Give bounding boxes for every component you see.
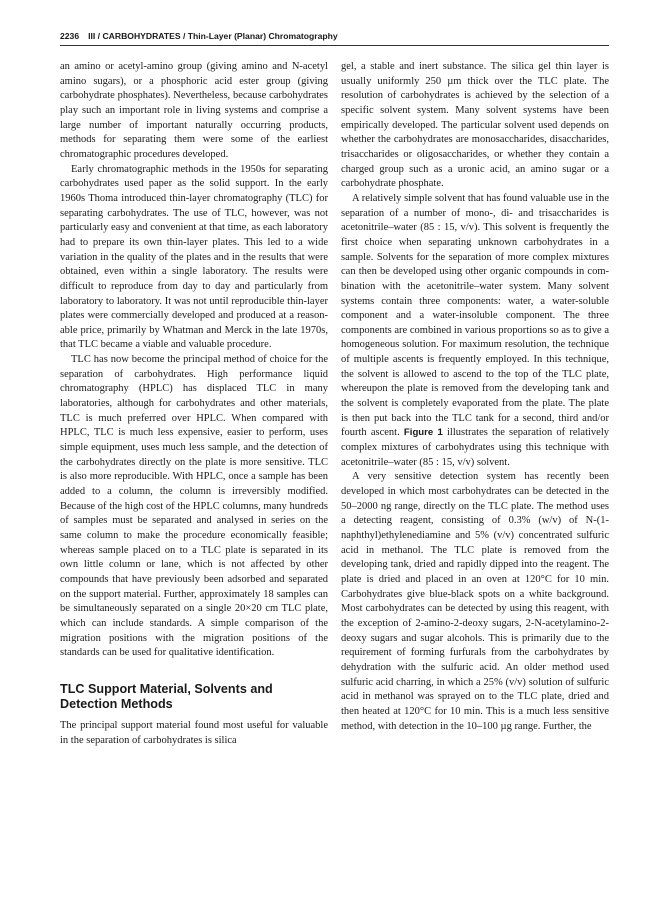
paragraph-text: illustrates the separation of relatively complex mixtures of carbohydrates using this technique with acetonitrile–water (85 : 15, v/v) solvent. — [341, 427, 609, 468]
paragraph-text: A relatively simple solvent that has found valuable use in the separation of a number of mono-, di- and trisaccharides is acetonitrile–water (85 : 15, v/v). This solvent is frequently the first choice when separating unknown carbohydrates in a sample. Solvents for the separation of more complex mixtures can then be developed using other organic compounds in combination with the acetonitrile–water system. Many solvent systems contain three components: water, a water-soluble component and a water-insoluble component. The three components are combined in various proportions so as to give a homogeneous solution. For maximum resolution, the technique of multiple ascents is frequently employed. In this technique, the solvent is allowed to ascend to the top of the TLC plate, whereupon the plate is removed from the developing tank and the solvent is completely evaporated from the plate. The plate is then put back into the TLC tank for a second, third and/or fourth ascent. — [341, 192, 609, 439]
paragraph: TLC has now become the principal method of choice for the separation of carbohydrates. High performance liquid chromatography (HPLC) has displaced TLC in many laboratories, although for carbohydrates and other materials, TLC is much preferred over HPLC. When compared with HPLC, TLC is much less expensive, easier to perform, uses simple equipment, uses much less sample, and the detection of the carbohydrates directly on the plate is more sensitive. TLC is also more reproducible. With HPLC, once a sample has been added to a column, the column is irreversibly modified. Because of the high cost of the HPLC columns, many hundreds of samples must be separated and analysed in series on the same column to make the procedure economically feasible; whereas sample placed on to a TLC plate is separated in its own little column or lane, which is not affected by other compounds that have previously been adsorbed and separated on the support material. Further, approximately 18 samples can be simultaneously separated on a single 20×20 cm TLC plate, which can include standards. A simple comparison of the migration positions with the migration positions of the standards can be used for qualitative identification. — [60, 354, 328, 659]
paragraph: The principal support material found most useful for valuable in the separation of carbohydrates is silica — [60, 719, 328, 746]
header-rule — [60, 45, 609, 46]
page-number: 2236 — [60, 31, 80, 41]
paragraph — [341, 192, 609, 470]
running-header — [60, 31, 609, 45]
paragraph: A very sensitive detection system has recently been developed in which most carbohydrates can be detected in the 50–2000 ng range, directly on the TLC plate. The method uses a detecting reagent, consisting of 0.3% (w/v) of N-(1-naphthyl)ethylenediamine and 5% (v/v) concentrated sulfuric acid in methanol. The TLC plate is removed from the developing tank, dried and rapidly dipped into the reagent. The plate is dried and placed in an oven at 120°C for 10 min. Carbohydrates give blue-black spots on a white background. Most carbohydrates can be detected by using this reagent, with the exception of 2-amino-2-deoxy sugars, 2-N-acetylamino-2-deoxy sugars and sugar alcohols. This is primarily due to the requirement of forming furfurals from the carbohydrates by dehydration with the sulfuric acid. An older method used sulfuric acid charring, in which a 25% (v/v) solution of sulfuric acid in methanol was sprayed on to the TLC plate, dried and then heated at 120°C for 10 min. This is a much less sensitive method, with detection in the 10–100 µg range. Further, the — [341, 471, 609, 732]
running-title: III / CARBOHYDRATES / Thin-Layer (Planar) Chromatography — [88, 31, 338, 41]
paragraph: gel, a stable and inert substance. The silica gel thin layer is usually uniformly 250 µm thick over the TLC plate. The resolution of carbohydrates is achieved by the selection of a specific solvent system. Many solvent systems have been empirically developed. The particular solvent used depends on whether the carbohydrates are monosaccharides, disaccharides, trisaccharides or oligosaccharides, or whether they contain a charged group such as a uronic acid, an amino sugar or a carbohydrate phosphate. — [341, 61, 609, 190]
section-heading: TLC Support Material, Solvents and Detection Methods — [60, 681, 273, 711]
paragraph: an amino or acetyl-amino group (giving amino and N-acetyl amino sugars), or a phosphoric acid ester group (giving carbohydrate phosphates). Nevertheless, because carbohydrates play such an important role in living systems and comprise a large number of important naturally occurring products, methods for separating them were some of the earliest chromatographic procedures developed. — [60, 61, 328, 160]
right-column — [341, 60, 609, 734]
figure-reference-link[interactable]: Figure 1 — [403, 427, 443, 439]
left-column — [60, 60, 328, 748]
paragraph: Early chromatographic methods in the 1950s for separating carbohydrates used paper as the solid support. In the early 1960s Thoma introduced thin-layer chromatography (TLC) for separating carbohydrates. The use of TLC, however, was not particularly easy and convenient at that time, as each laboratory had to prepare its own thin-layer plates. This led to a wide variation in the quality of the plates and in the results that were obtained, even within a single laboratory. The results were difficult to reproduce from day to day and particularly from laboratory to laboratory. It was not until reproducible thin-layer plates were commercially developed and produced at a reasonable price, primarily by Whatman and Merck in the late 1970s, that TLC became a viable and valuable procedure. — [60, 163, 328, 351]
